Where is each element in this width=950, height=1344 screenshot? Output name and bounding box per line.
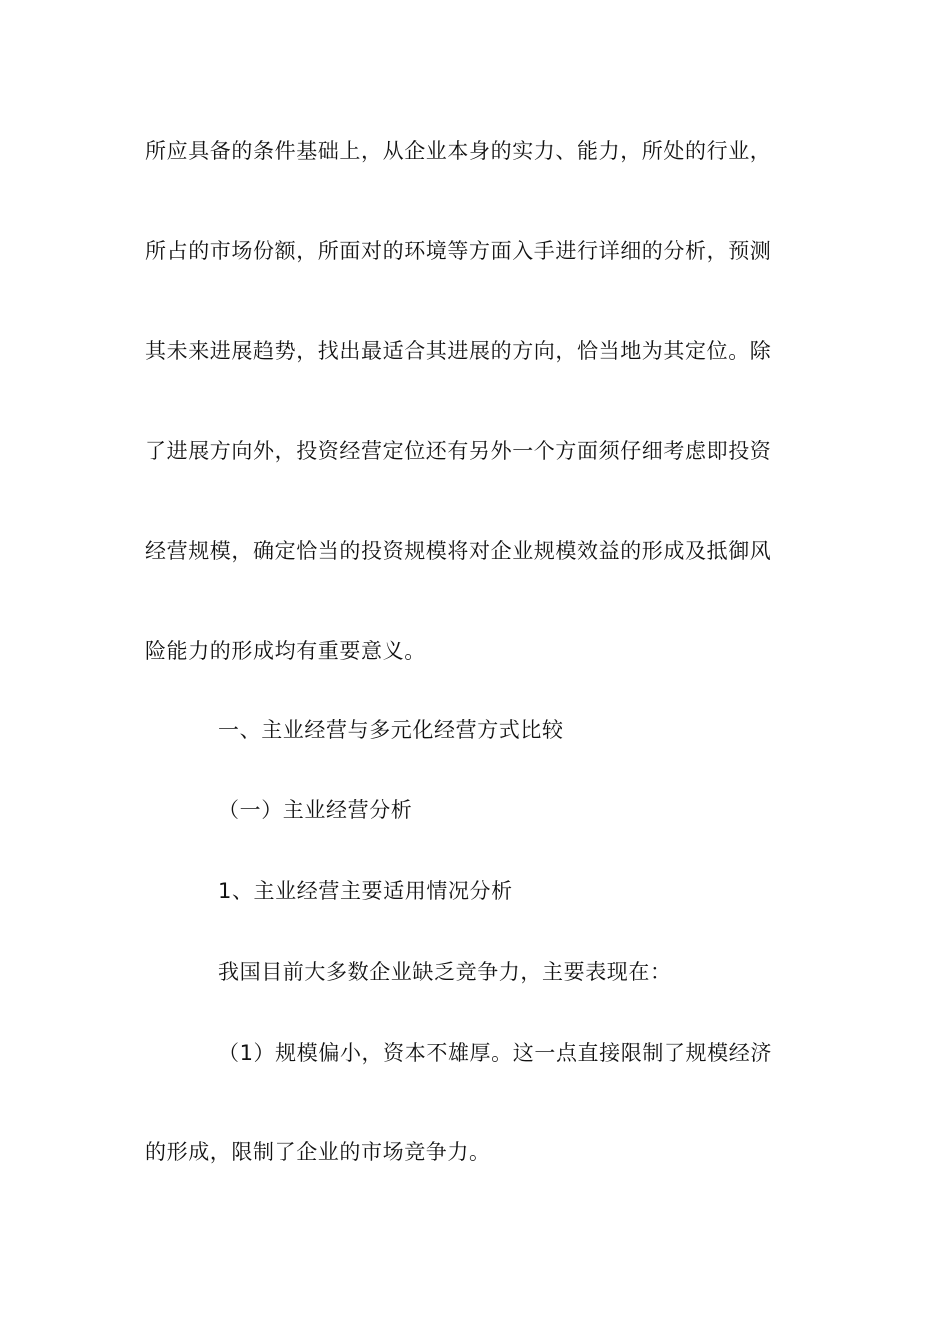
list-item-line: （1）规模偏小，资本不雄厚。这一点直接限制了规模经济 [218,1041,772,1065]
paragraph-line: 经营规模，确定恰当的投资规模将对企业规模效益的形成及抵御风 [145,539,772,563]
subsubsection-heading: 1、主业经营主要适用情况分析 [218,879,513,903]
list-item-line: 的形成，限制了企业的市场竞争力。 [145,1140,491,1164]
section-heading: 一、主业经营与多元化经营方式比较 [218,718,564,742]
paragraph-line: 了进展方向外，投资经营定位还有另外一个方面须仔细考虑即投资 [145,439,772,463]
paragraph-line: 所应具备的条件基础上，从企业本身的实力、能力，所处的行业， [145,139,772,163]
subsection-heading: （一）主业经营分析 [218,798,413,822]
paragraph-line: 其未来进展趋势，找出最适合其进展的方向，恰当地为其定位。除 [145,339,772,363]
paragraph-line: 我国目前大多数企业缺乏竞争力，主要表现在： [218,960,672,984]
paragraph-line: 所占的市场份额，所面对的环境等方面入手进行详细的分析，预测 [145,239,772,263]
paragraph-line: 险能力的形成均有重要意义。 [145,639,426,663]
